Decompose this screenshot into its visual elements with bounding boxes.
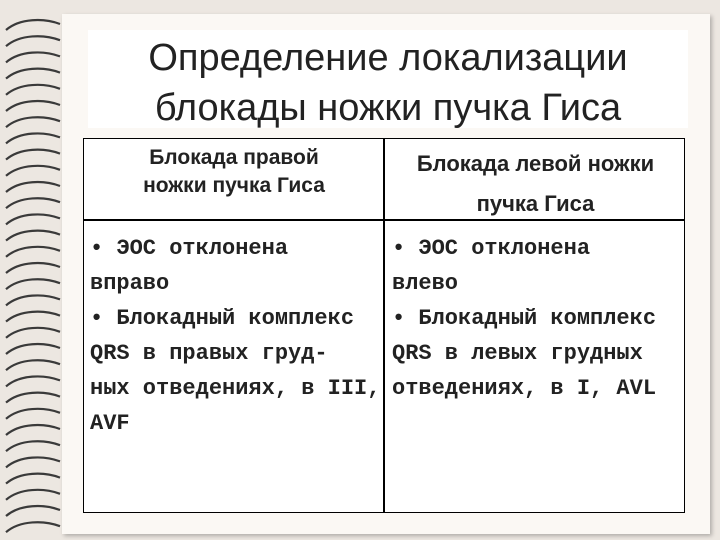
binding-ring [6, 344, 60, 354]
binding-ring [6, 263, 60, 273]
binding-ring [6, 312, 60, 322]
binding-ring [6, 150, 60, 160]
binding-ring [6, 133, 60, 143]
binding-ring [6, 166, 60, 176]
binding-ring [6, 198, 60, 208]
binding-ring [6, 409, 60, 419]
binding-ring [6, 85, 60, 95]
binding-ring [6, 522, 60, 532]
cell-right-line: • ЭОС отклонена [392, 236, 591, 261]
binding-ring [6, 52, 60, 62]
binding-ring [6, 214, 60, 224]
binding-ring [6, 425, 60, 435]
binding-ring [6, 474, 60, 484]
binding-ring [6, 231, 60, 241]
header-left-line-2: ножки пучка Гиса [143, 174, 325, 197]
cell-left-line: QRS в правых груд- [90, 341, 328, 366]
binding-ring [6, 360, 60, 370]
binding-ring [6, 490, 60, 500]
header-left-bundle-block [388, 144, 683, 224]
cell-right-bundle-criteria [90, 231, 382, 441]
binding-ring [6, 506, 60, 516]
header-left-line-1: Блокада правой [149, 146, 319, 169]
cell-right-line: отведениях, в I, AVL [392, 376, 657, 401]
binding-ring [6, 441, 60, 451]
binding-ring [6, 247, 60, 257]
binding-ring [6, 182, 60, 192]
cell-left-line: • ЭОС отклонена [90, 236, 289, 261]
binding-ring [6, 393, 60, 403]
cell-right-line: QRS в левых грудных [392, 341, 643, 366]
binding-ring [6, 279, 60, 289]
binding-ring [6, 328, 60, 338]
cell-left-line: AVF [90, 411, 130, 436]
header-right-line-1: Блокада левой ножки [416, 151, 655, 176]
binding-ring [6, 295, 60, 305]
binding-ring [6, 457, 60, 467]
cell-left-line: ных отведениях, в III, [90, 376, 381, 401]
cell-right-line: • Блокадный комплекс [392, 306, 657, 331]
cell-left-line: • Блокадный комплекс [90, 306, 355, 331]
table-column-divider [383, 138, 385, 513]
binding-ring [6, 20, 60, 30]
cell-left-line: вправо [90, 271, 170, 296]
binding-ring [6, 117, 60, 127]
cell-right-line: влево [392, 271, 459, 296]
title-line-1: Определение локализации [148, 37, 628, 79]
title-line-2: блокады ножки пучка Гиса [154, 87, 622, 129]
slide-title [88, 33, 688, 133]
header-right-bundle-block [88, 144, 380, 200]
binding-ring [6, 101, 60, 111]
binding-ring [6, 376, 60, 386]
header-right-line-2: пучка Гиса [476, 191, 595, 216]
binding-ring [6, 36, 60, 46]
cell-left-bundle-criteria [392, 231, 684, 406]
binding-ring [6, 69, 60, 79]
